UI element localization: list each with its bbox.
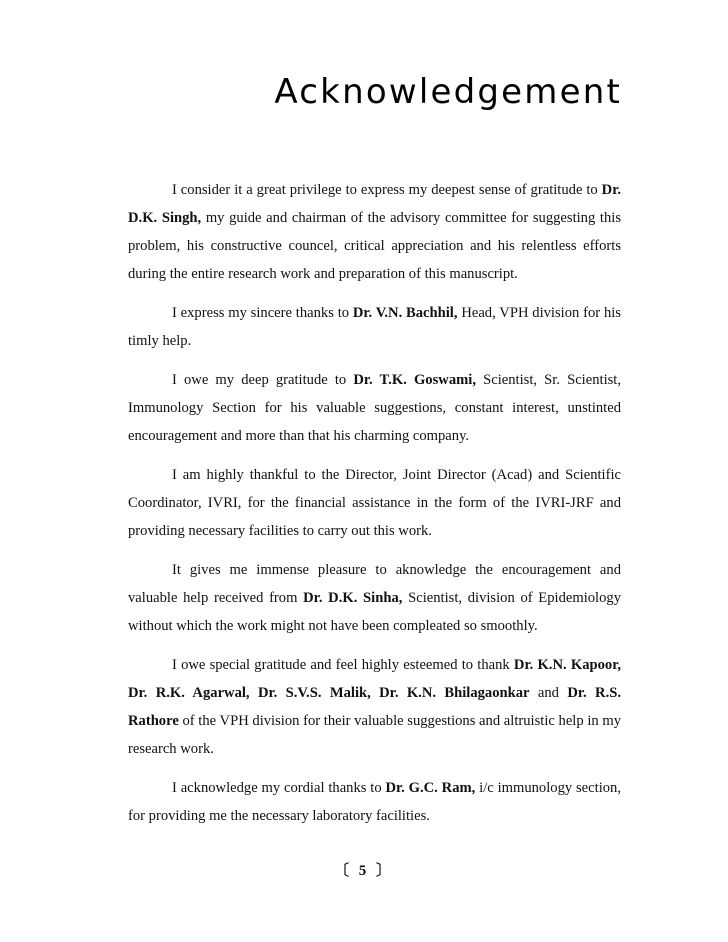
paragraph-text: Scientist, division of Epidemiology without which the work might not have been compleated so smoothly. bbox=[128, 590, 621, 634]
paragraph bbox=[128, 176, 621, 288]
person-name: Dr. R.S. Rathore bbox=[128, 685, 621, 729]
page-number-right-bracket: 〕 bbox=[376, 863, 395, 879]
paragraph-text: I express my sincere thanks to bbox=[172, 305, 353, 321]
person-name: Dr. G.C. Ram, bbox=[385, 780, 476, 796]
person-name: Dr. D.K. Singh, bbox=[128, 182, 621, 226]
paragraph-text: I am highly thankful to the Director, Joint Director (Acad) and Scientific Coordinator, IVRI, for the financial assistance in the form of the IVRI-JRF and providing necessary facilities to carry out this work. bbox=[128, 467, 621, 539]
paragraph-text: Scientist, Sr. Scientist, Immunology Section for his valuable suggestions, constant interest, unstinted encouragement and more than that his charming company. bbox=[128, 372, 622, 444]
paragraph-text: Head, VPH division for his timly help. bbox=[128, 305, 621, 349]
paragraph-text: It gives me immense pleasure to aknowledge the encouragement and valuable help received from bbox=[128, 562, 621, 606]
paragraph-text: I owe my deep gratitude to bbox=[172, 372, 354, 388]
paragraph-text: my guide and chairman of the advisory committee for suggesting this problem, his constructive councel, critical appreciation and his relentless efforts during the entire research work and preparation of this manuscript. bbox=[128, 210, 621, 282]
acknowledgement-body bbox=[128, 176, 621, 841]
person-name: Dr. D.K. Sinha, bbox=[303, 590, 403, 606]
paragraph-text: I acknowledge my cordial thanks to bbox=[172, 780, 386, 796]
paragraph-text: I owe special gratitude and feel highly esteemed to thank bbox=[172, 657, 514, 673]
paragraph-text: and bbox=[529, 685, 568, 701]
person-name: Dr. V.N. Bachhil, bbox=[352, 305, 458, 321]
paragraph-text: of the VPH division for their valuable suggestions and altruistic help in my research work. bbox=[128, 713, 621, 757]
paragraph-text: i/c immunology section, for providing me the necessary laboratory facilities. bbox=[128, 780, 621, 824]
paragraph bbox=[128, 774, 621, 830]
paragraph bbox=[128, 556, 621, 640]
page-number bbox=[0, 859, 728, 880]
paragraph-text: I consider it a great privilege to express my deepest sense of gratitude to bbox=[172, 182, 602, 198]
paragraph bbox=[128, 461, 621, 545]
paragraph bbox=[128, 651, 621, 763]
paragraph bbox=[128, 299, 621, 355]
person-name: Dr. T.K. Goswami, bbox=[353, 372, 476, 388]
page-title: Acknowledgement bbox=[274, 72, 622, 112]
person-name: Dr. K.N. Kapoor, Dr. R.K. Agarwal, Dr. S.V.S. Malik, Dr. K.N. Bhilagaonkar bbox=[128, 657, 621, 701]
paragraph bbox=[128, 366, 621, 450]
page-number-left-bracket: 〔 bbox=[333, 863, 352, 879]
page-number-value: 5 bbox=[358, 863, 370, 879]
